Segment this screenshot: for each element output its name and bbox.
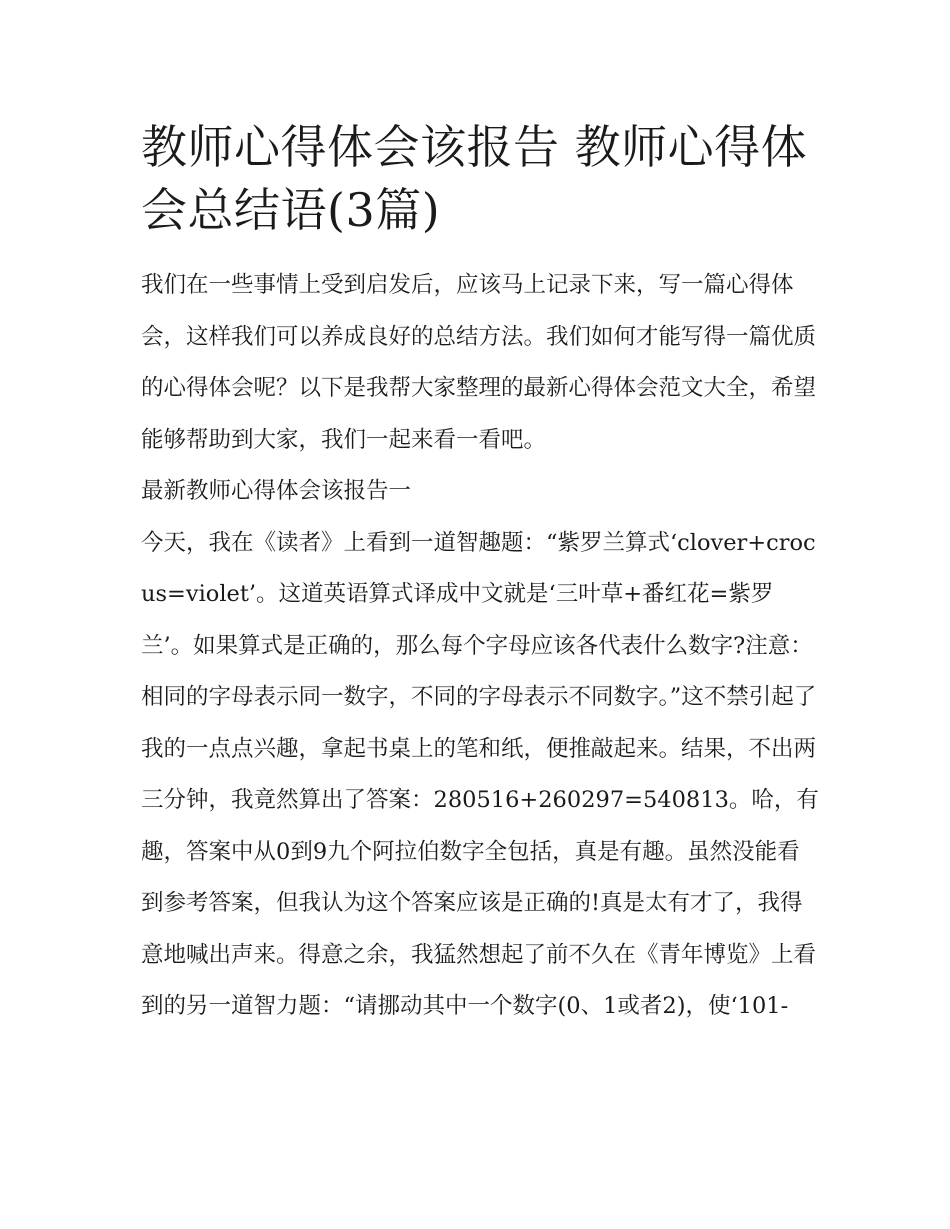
section-heading: 最新教师心得体会该报告一 [141,478,412,504]
intro-paragraph: 我们在一些事情上受到启发后，应该马上记录下来，写一篇心得体会，这样我们可以养成良好的总结方法。我们如何才能写得一篇优质的心得体会呢？以下是我帮大家整理的最新心得体会范文大全，希望能够帮助到大家，我们一起来看一看吧。 [141,272,817,453]
document-page [141,116,821,1033]
body-paragraph: 今天，我在《读者》上看到一道智趣题：“紫罗兰算式‘clover+crocus=violet’。这道英语算式译成中文就是‘三叶草+番红花=紫罗兰’。如果算式是正确的，那么每个字母应该各代表什么数字?注意：相同的字母表示同一数字，不同的字母表示不同数字。”这不禁引起了我的一点点兴趣，拿起书桌上的笔和纸，便推敲起来。结果，不出两三分钟，我竟然算出了答案：280516+260297=540813。哈，有趣，答案中从0到9九个阿拉伯数字全包括，真是有趣。虽然没能看到参考答案，但我认为这个答案应该是正确的!真是太有才了，我得意地喊出声来。得意之余，我猛然想起了前不久在《青年博览》上看到的另一道智力题：“请挪动其中一个数字(0、1或者2)，使‘101- [141,529,819,1019]
document-title: 教师心得体会该报告 教师心得体会总结语(3篇) [141,120,808,237]
